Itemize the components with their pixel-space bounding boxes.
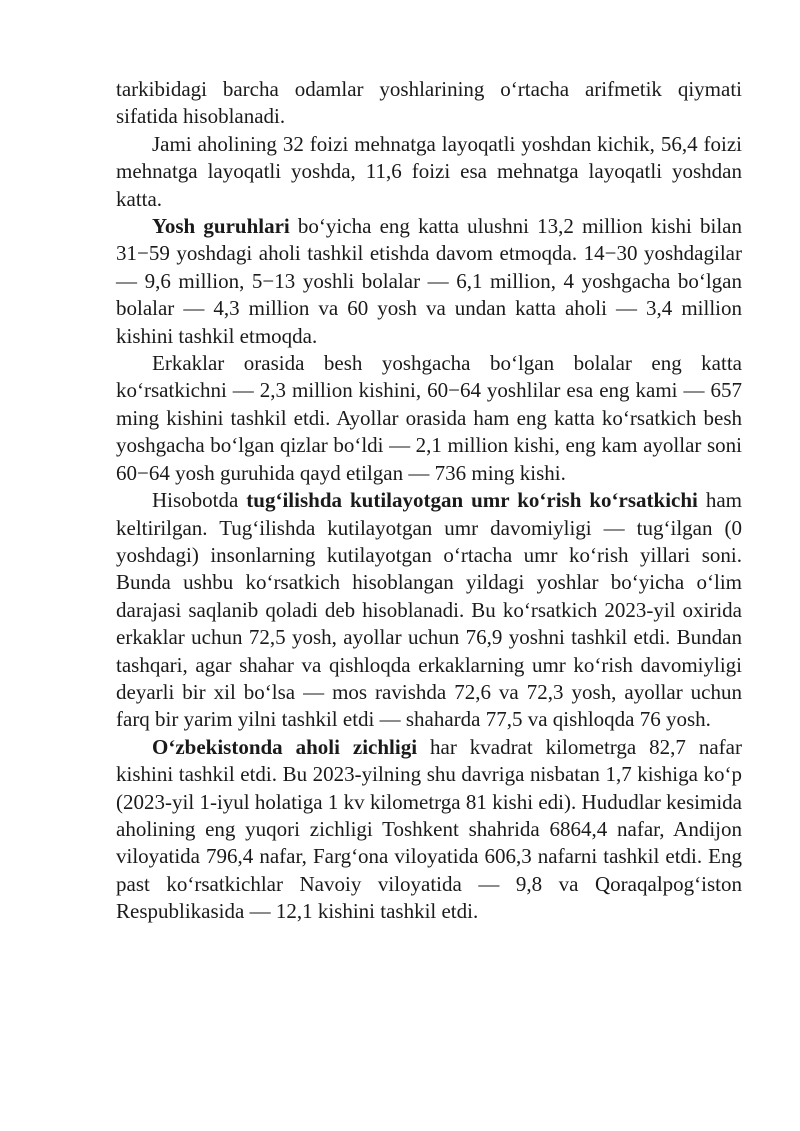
document-page [116,76,742,926]
paragraph-working-age-shares [116,131,742,213]
paragraph-text: tarkibidagi barcha odamlar yoshlarining o‘rtacha arifmetik qiymati sifatida hisoblanadi. [116,77,742,129]
paragraph-life-expectancy [116,487,742,734]
bold-term-population-density: O‘zbekistonda aholi zichligi [152,734,418,759]
paragraph-text: Erkaklar orasida besh yoshgacha bo‘lgan bolalar eng katta ko‘rsatkichni — 2,3 million kishini, 60−64 yoshlilar esa eng kami — 657 ming kishini tashkil etdi. Ayollar orasida ham eng katta ko‘rsatkich besh yoshgacha bo‘lgan qizlar bo‘ldi — 2,1 million kishi, eng kam ayollar soni 60−64 yosh guruhida qayd etilgan — 736 ming kishi. [116,351,742,485]
paragraph-text: bo‘yicha eng katta ulushni 13,2 million kishi bilan 31−59 yoshdagi aholi tashkil etishda davom etmoqda. 14−30 yoshdagilar — 9,6 million, 5−13 yoshli bolalar — 6,1 million, 4 yoshgacha bo‘lgan bolalar — 4,3 million va 60 yosh va undan katta aholi — 3,4 million kishini tashkil etmoqda. [116,214,742,348]
bold-term-age-groups: Yosh guruhlari [152,214,290,239]
paragraph-population-density [116,734,742,926]
paragraph-text: Jami aholining 32 foizi mehnatga layoqatli yoshdan kichik, 56,4 foizi mehnatga layoqatli yoshda, 11,6 foizi esa mehnatga layoqatli yoshdan katta. [116,131,742,211]
paragraph-lead: Hisobotda [152,488,247,513]
paragraph-men-women-groups [116,350,742,487]
paragraph-text: har kvadrat kilometrga 82,7 nafar kishini tashkil etdi. Bu 2023-yilning shu davriga nisbatan 1,7 kishiga ko‘p (2023-yil 1-iyul holatiga 1 kv kilometrga 81 kishi edi). Hududlar kesimida aholining eng yuqori zichligi Toshkent shahrida 6864,4 nafar, Andijon viloyatida 796,4 nafar, Farg‘ona viloyatida 606,3 nafarni tashkil etdi. Eng past ko‘rsatkichlar Navoiy viloyatida — 9,8 va Qoraqalpog‘iston Respublikasida — 12,1 kishini tashkil etdi. [116,734,742,924]
paragraph-text: ham keltirilgan. Tug‘ilishda kutilayotgan umr davomiyligi — tug‘ilgan (0 yoshdagi) insonlarning kutilayotgan o‘rtacha umr ko‘rish yillari soni. Bunda ushbu ko‘rsatkich hisoblangan yildagi yoshlar bo‘yicha o‘lim darajasi saqlanib qoladi deb hisoblanadi. Bu ko‘rsatkich 2023-yil oxirida erkaklar uchun 72,5 yosh, ayollar uchun 76,9 yoshni tashkil etdi. Bundan tashqari, agar shahar va qishloqda erkaklarning umr ko‘rish davomiyligi deyarli bir xil bo‘lsa — mos ravishda 72,6 va 72,3 yosh, ayollar uchun farq bir yarim yilni tashkil etdi — shaharda 77,5 va qishloqda 76 yosh. [116,488,742,732]
bold-term-life-expectancy: tug‘ilishda kutilayotgan umr ko‘rish ko‘rsatkichi [246,488,698,513]
paragraph-age-groups [116,213,742,350]
paragraph-arithmetic-mean [116,76,742,131]
